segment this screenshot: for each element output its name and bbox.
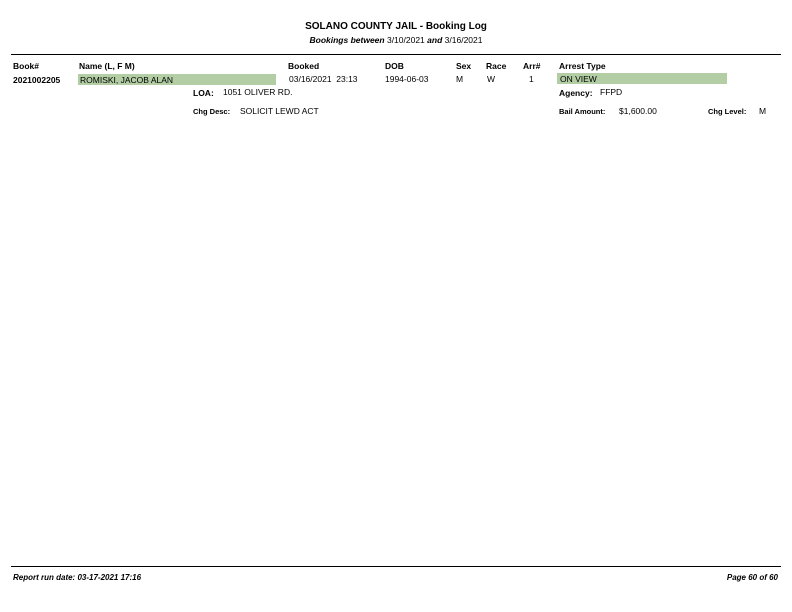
sex-value: M xyxy=(456,74,464,84)
start-date: 3/10/2021 xyxy=(386,35,425,45)
page-number: Page 60 of 60 xyxy=(726,573,778,582)
col-sex: Sex xyxy=(456,61,472,71)
chg-level-value: M xyxy=(759,106,767,116)
inmate-name: ROMISKI, JACOB ALAN xyxy=(80,75,174,85)
subtitle-and: and xyxy=(427,35,443,45)
col-arr: Arr# xyxy=(523,61,541,71)
col-book: Book# xyxy=(13,61,39,71)
report-subtitle xyxy=(0,35,792,45)
col-dob: DOB xyxy=(385,61,404,71)
agency-value: FFPD xyxy=(600,87,623,97)
dob-value: 1994-06-03 xyxy=(385,74,429,84)
subtitle-prefix: Bookings between xyxy=(309,35,385,45)
chg-level-label: Chg Level: xyxy=(708,107,747,116)
end-date: 3/16/2021 xyxy=(444,35,483,45)
booked-datetime: 03/16/2021 23:13 xyxy=(289,74,358,84)
col-name: Name (L, F M) xyxy=(79,61,135,71)
col-race: Race xyxy=(486,61,507,71)
arrest-type-value: ON VIEW xyxy=(560,74,597,84)
report-run-date: Report run date: 03-17-2021 17:16 xyxy=(13,573,142,582)
agency-label: Agency: xyxy=(559,88,593,98)
chg-desc-label: Chg Desc: xyxy=(193,107,231,116)
loa-value: 1051 OLIVER RD. xyxy=(223,87,293,97)
col-booked: Booked xyxy=(288,61,320,71)
loa-label: LOA: xyxy=(193,88,214,98)
chg-desc-value: SOLICIT LEWD ACT xyxy=(240,106,319,116)
bail-value: $1,600.00 xyxy=(619,106,657,116)
arr-value: 1 xyxy=(529,74,534,84)
report-title: SOLANO COUNTY JAIL - Booking Log xyxy=(305,21,487,32)
book-number: 2021002205 xyxy=(13,75,61,85)
col-arrest-type: Arrest Type xyxy=(559,61,606,71)
race-value: W xyxy=(487,74,496,84)
header-rule xyxy=(11,54,781,55)
footer-rule xyxy=(11,566,781,567)
bail-label: Bail Amount: xyxy=(559,107,606,116)
